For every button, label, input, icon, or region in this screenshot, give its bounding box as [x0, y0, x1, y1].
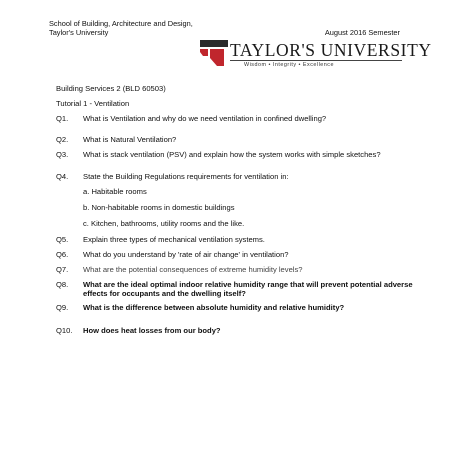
header-institution — [49, 19, 193, 37]
question-text: What do you understand by 'rate of air change' in ventilation? — [83, 250, 289, 259]
question-number: Q5. — [56, 235, 69, 244]
question-text: Explain three types of mechanical ventilation systems. — [83, 235, 265, 244]
logo-tagline: Wisdom • Integrity • Excellence — [244, 62, 334, 68]
course-title: Building Services 2 (BLD 60503) — [56, 84, 166, 93]
question-text: How does heat losses from our body? — [83, 326, 221, 335]
institution-line-2: Taylor's University — [49, 28, 109, 37]
question-number: Q7. — [56, 265, 69, 274]
question-number: Q2. — [56, 135, 69, 144]
q4-item-c: c. Kitchen, bathrooms, utility rooms and the like. — [83, 219, 245, 228]
q4-item-b: b. Non-habitable rooms in domestic buildings — [83, 203, 235, 212]
question-number: Q10. — [56, 326, 73, 335]
tutorial-title: Tutorial 1 - Ventilation — [56, 99, 130, 108]
question-text: What is Natural Ventilation? — [83, 135, 177, 144]
logo-emblem-icon — [200, 40, 228, 68]
question-text: What is the difference between absolute humidity and relative humidity? — [83, 303, 345, 312]
logo-name: TAYLOR'S UNIVERSITY — [230, 40, 432, 60]
question-number: Q3. — [56, 150, 69, 159]
question-number: Q9. — [56, 303, 69, 312]
question-text: State the Building Regulations requirements for ventilation in: — [83, 172, 289, 181]
question-number: Q6. — [56, 250, 69, 259]
question-text: What is stack ventilation (PSV) and explain how the system works with simple sketches? — [83, 150, 381, 159]
question-text: What are the potential consequences of extreme humidity levels? — [83, 265, 303, 274]
logo-divider — [230, 60, 402, 61]
question-text: What are the ideal optimal indoor relative humidity range that will prevent potential adverse effects for occupants and the dwelling itself? — [83, 280, 413, 299]
university-logo — [200, 40, 432, 70]
question-number: Q4. — [56, 172, 69, 181]
semester-label: August 2016 Semester — [324, 28, 400, 37]
q4-item-a: a. Habitable rooms — [83, 187, 147, 196]
question-number: Q1. — [56, 114, 69, 123]
institution-line-1: School of Building, Architecture and Design, — [49, 19, 193, 28]
question-text: What is Ventilation and why do we need ventilation in confined dwelling? — [83, 114, 327, 123]
question-number: Q8. — [56, 280, 69, 289]
